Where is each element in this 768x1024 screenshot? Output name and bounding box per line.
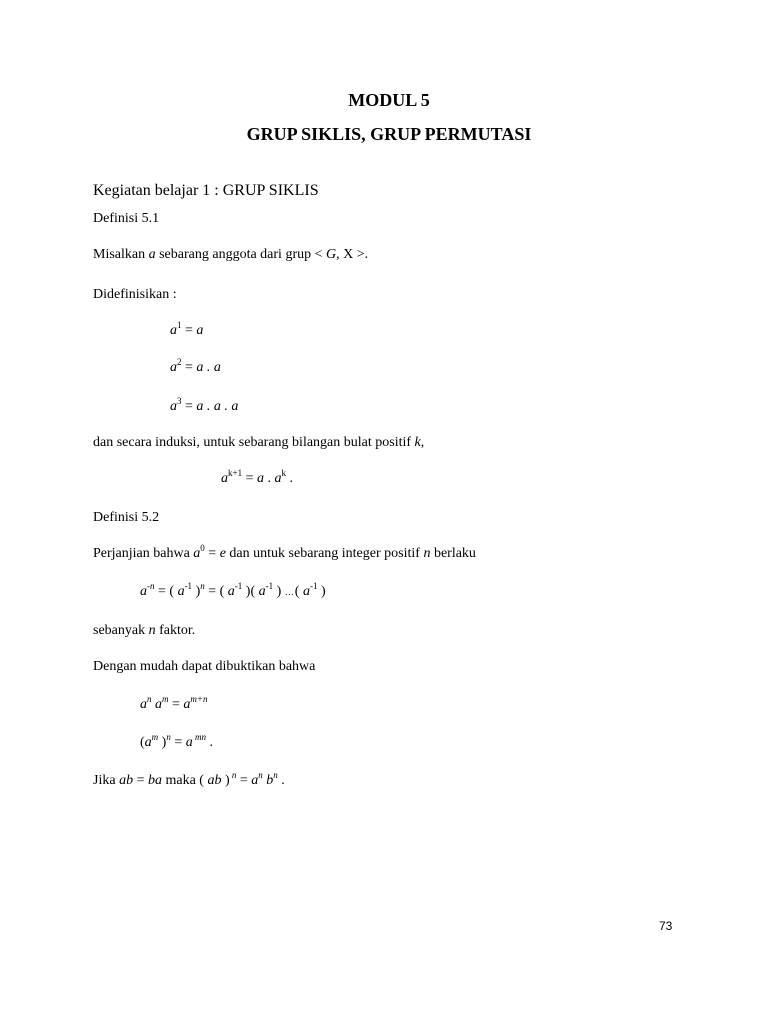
power-equation-2: $a^2 = a$ . a bbox=[170, 357, 221, 375]
factor-count-statement: sebanyak n faktor. bbox=[93, 623, 196, 638]
induction-equation: $a^{k+1} = a$ . $a^k$ . bbox=[221, 468, 293, 486]
proof-intro: Dengan mudah dapat dibuktikan bahwa bbox=[93, 659, 316, 674]
section-heading: Kegiatan belajar 1 : GRUP SIKLIS bbox=[93, 182, 319, 199]
definition-5-1-intro: Misalkan a sebarang anggota dari grup < G, X >. bbox=[93, 247, 369, 262]
induction-statement: dan secara induksi, untuk sebarang bilangan bulat positif k, bbox=[93, 435, 425, 450]
exponent-law-product: $a^n$ $a^m = a^{m+n}$ bbox=[140, 694, 208, 712]
module-number: MODUL 5 bbox=[348, 90, 430, 110]
power-equation-1: $a^1 = a$ bbox=[170, 320, 204, 338]
exponent-law-power: ($a^m$ )$^n$ = a $^{mn}$ . bbox=[140, 732, 213, 750]
module-title: GRUP SIKLIS, GRUP PERMUTASI bbox=[246, 124, 532, 144]
page-number: 73 bbox=[659, 919, 673, 933]
power-equation-3: $a^3 = a$ . a . a bbox=[170, 396, 239, 414]
negative-power-equation: $a^{-n}$ = ( $a^{-1}$ )$^n$ = ( $a^{-1}$ )( $a^{-1}$ ) …( $a^{-1}$ ) bbox=[140, 581, 326, 599]
definition-5-2-label: Definisi 5.2 bbox=[93, 510, 160, 525]
zero-power-agreement: Perjanjian bahwa $a^0 = e$ dan untuk sebarang integer positif n berlaku bbox=[93, 543, 476, 561]
commutative-power-law: Jika ab = ba maka ( ab ) $^n = a^n$ $b^n$ . bbox=[93, 770, 285, 788]
definition-5-1-label: Definisi 5.1 bbox=[93, 211, 160, 226]
defined-label: Didefinisikan : bbox=[93, 287, 177, 302]
